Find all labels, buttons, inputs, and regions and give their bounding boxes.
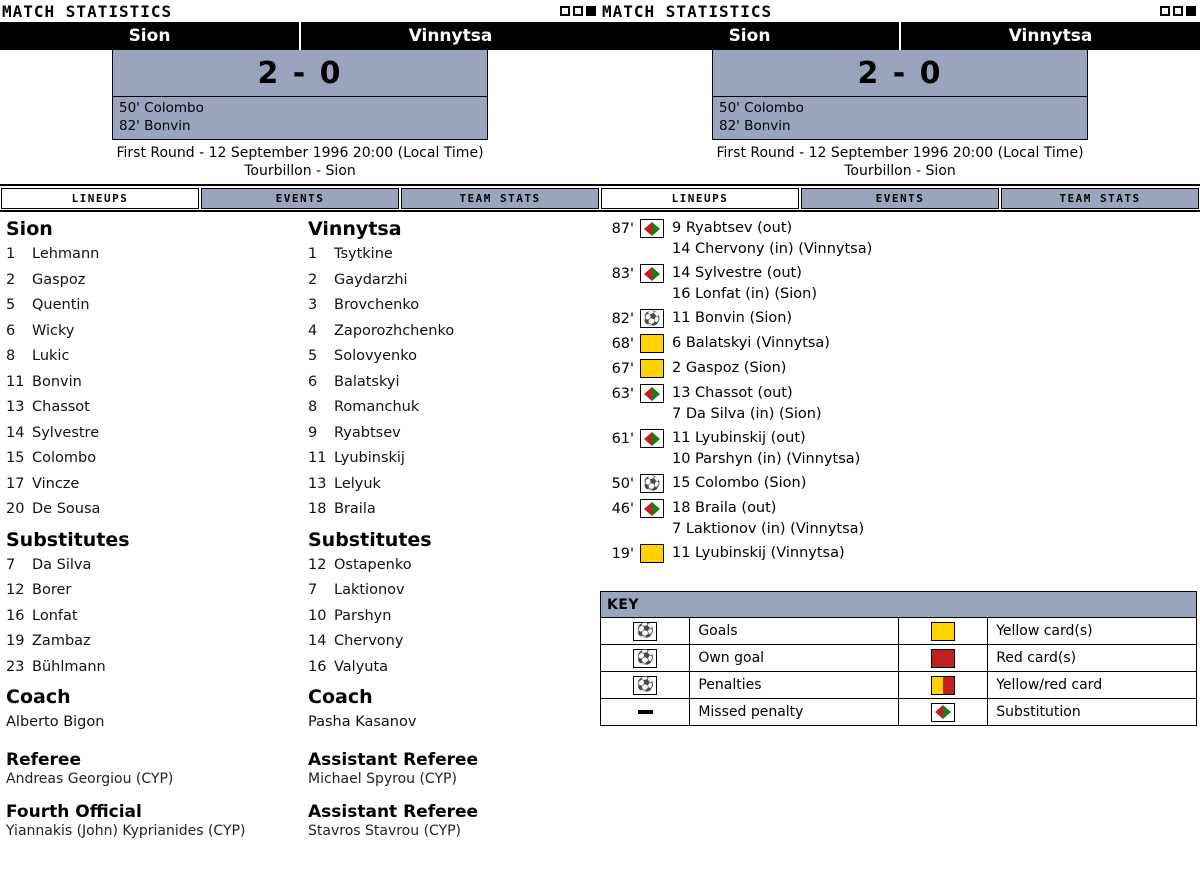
score-section-2 [600, 50, 1200, 140]
player-number: 5 [6, 297, 16, 313]
coach-row [6, 710, 300, 736]
player-number: 12 [308, 556, 327, 573]
player-number: 12 [6, 582, 25, 598]
player-number: 11 [308, 450, 327, 466]
scorer-item: 82' Bonvin [719, 118, 791, 134]
event-line-2: 16 Lonfat (in) (Sion) [672, 286, 817, 302]
event-line-1: 11 Lyubinskij (Vinnytsa) [672, 545, 845, 561]
event-text [666, 383, 822, 425]
event-minute: 19' [611, 546, 634, 562]
player-name: Gaydarzhi [334, 271, 408, 288]
player-number: 2 [6, 271, 16, 288]
event-row [606, 428, 1200, 470]
red-card-icon [898, 645, 987, 672]
official-role: Fourth Official [6, 801, 142, 822]
player-number: 7 [308, 582, 318, 598]
match-info [0, 140, 600, 186]
event-minute: 63' [611, 386, 634, 402]
event-text [666, 498, 864, 540]
player-row [308, 421, 600, 447]
lineup-away-title: Vinnytsa [308, 218, 402, 240]
event-row [606, 333, 1200, 355]
player-name: Romanchuk [334, 399, 420, 415]
event-line-1: 13 Chassot (out) [672, 385, 793, 401]
event-text [666, 263, 817, 305]
player-row [308, 344, 600, 370]
tab-lineups-2[interactable]: LINEUPS [601, 188, 799, 209]
home-team-name-2: Sion [600, 22, 901, 50]
player-name: Solovyenko [334, 348, 417, 364]
player-name: Brovchenko [334, 297, 420, 313]
player-number: 4 [308, 322, 318, 339]
match-info-2 [600, 140, 1200, 186]
player-number: 3 [308, 297, 318, 313]
player-name: Braila [334, 501, 376, 517]
window-controls-2[interactable] [1160, 6, 1196, 16]
own-goal-icon: ⚽ [601, 645, 690, 672]
event-minute: 82' [611, 311, 634, 327]
goal-icon: ⚽ [640, 474, 666, 494]
tab-team-stats-2[interactable]: TEAM STATS [1001, 188, 1199, 209]
official-referee [6, 750, 300, 788]
scorer-item: 50' Colombo [119, 100, 204, 116]
match-venue-line: Tourbillon - Sion [244, 163, 356, 179]
event-text [666, 543, 845, 564]
official-role: Referee [6, 749, 81, 770]
player-name: Ryabtsev [334, 424, 401, 441]
lineup-away-subs-title: Substitutes [308, 528, 432, 551]
score-box-2 [712, 50, 1088, 140]
player-name: Lukic [32, 348, 70, 364]
scorers-list-2 [713, 96, 1087, 139]
away-team-name-2: Vinnytsa [1008, 26, 1093, 46]
player-number: 1 [308, 246, 318, 262]
home-team-name: Sion [0, 22, 301, 50]
event-line-1: 15 Colombo (Sion) [672, 475, 807, 491]
event-row [606, 473, 1200, 495]
substitution-icon [898, 699, 987, 726]
key-legend [600, 591, 1200, 726]
player-row [308, 293, 600, 319]
player-name: Lehmann [32, 246, 100, 262]
substitution-icon [640, 499, 666, 519]
window-title-2: MATCH STATISTICS [602, 1, 773, 21]
minimize-icon[interactable] [1160, 6, 1170, 16]
player-row [6, 344, 300, 370]
minimize-icon[interactable] [560, 6, 570, 16]
player-number: 16 [6, 607, 25, 624]
event-text [666, 218, 872, 260]
tab-lineups[interactable]: LINEUPS [1, 188, 199, 209]
key-row [601, 645, 1197, 672]
key-title: KEY [601, 592, 1197, 618]
yellow-card-icon [640, 334, 666, 354]
lineups-section [0, 212, 600, 840]
sub-row [308, 553, 600, 579]
tab-team-stats[interactable]: TEAM STATS [401, 188, 599, 209]
player-number: 2 [308, 271, 318, 288]
sub-row [6, 553, 300, 579]
event-row [606, 543, 1200, 565]
player-name: Zambaz [32, 633, 91, 649]
player-row [6, 446, 300, 472]
player-name: Laktionov [334, 582, 405, 598]
event-minute: 87' [611, 221, 634, 237]
player-row [308, 497, 600, 523]
key-label: Red card(s) [988, 645, 1197, 672]
event-text [666, 333, 830, 354]
event-minute: 50' [611, 476, 634, 492]
event-line-1: 14 Sylvestre (out) [672, 265, 802, 281]
player-name: Chervony [334, 633, 404, 649]
player-row [6, 319, 300, 345]
key-label: Missed penalty [690, 699, 899, 726]
sub-row [6, 629, 300, 655]
tabbar-right[interactable] [600, 186, 1200, 209]
player-row [308, 242, 600, 268]
event-text [666, 473, 806, 494]
close-icon[interactable] [1186, 6, 1196, 16]
event-minute: 83' [611, 266, 634, 282]
player-name: Colombo [32, 450, 97, 466]
event-line-2: 7 Laktionov (in) (Vinnytsa) [672, 521, 865, 537]
yellow-red-card-icon [898, 672, 987, 699]
player-name: Bühlmann [32, 658, 106, 675]
official-name: Andreas Georgiou (CYP) [6, 770, 174, 787]
match-round-line-2: First Round - 12 September 1996 20:00 (Local Time) [716, 145, 1084, 161]
events-list [600, 212, 1200, 565]
goal-icon: ⚽ [640, 309, 666, 329]
player-name: Zaporozhchenko [334, 322, 455, 339]
team-header-2 [600, 22, 1200, 50]
score-section [0, 50, 600, 140]
player-number: 17 [6, 475, 25, 492]
event-line-2: 14 Chervony (in) (Vinnytsa) [672, 241, 873, 257]
lineup-away-coach-title: Coach [308, 686, 373, 708]
event-row [606, 358, 1200, 380]
sub-row [308, 604, 600, 630]
player-name: Bonvin [32, 373, 82, 390]
player-number: 8 [308, 399, 318, 415]
maximize-icon[interactable] [573, 6, 583, 16]
player-name: Wicky [32, 322, 75, 339]
sub-row [6, 604, 300, 630]
player-name: Balatskyi [334, 373, 400, 390]
player-number: 14 [308, 633, 327, 649]
scorer-item: 82' Bonvin [119, 118, 191, 134]
event-line-1: 11 Lyubinskij (out) [672, 430, 806, 446]
scorers-list [113, 96, 487, 139]
close-icon[interactable] [586, 6, 596, 16]
score-value: 2 - 0 [257, 55, 343, 91]
player-row [308, 395, 600, 421]
event-row [606, 263, 1200, 305]
key-label: Yellow card(s) [988, 618, 1197, 645]
player-number: 7 [6, 556, 16, 573]
event-line-2: 7 Da Silva (in) (Sion) [672, 406, 822, 422]
player-row [6, 370, 300, 396]
lineup-home-title: Sion [6, 218, 53, 240]
event-minute: 61' [611, 431, 634, 447]
player-row [308, 446, 600, 472]
goal-icon: ⚽ [601, 618, 690, 645]
player-number: 1 [6, 246, 16, 262]
lineup-column-away [300, 218, 600, 840]
window-controls[interactable] [560, 6, 596, 16]
event-minute: 46' [611, 501, 634, 517]
yellow-card-icon [640, 544, 666, 564]
player-number: 13 [308, 475, 327, 492]
player-row [308, 319, 600, 345]
event-line-1: 18 Braila (out) [672, 500, 777, 516]
player-name: Lelyuk [334, 475, 381, 492]
tab-events[interactable]: EVENTS [201, 188, 399, 209]
player-row [6, 497, 300, 523]
player-row [6, 421, 300, 447]
player-number: 20 [6, 501, 25, 517]
maximize-icon[interactable] [1173, 6, 1183, 16]
player-name: Vincze [32, 475, 80, 492]
official-name: Stavros Stavrou (CYP) [308, 822, 462, 839]
player-row [308, 472, 600, 498]
event-minute: 67' [611, 361, 634, 377]
substitution-icon [640, 384, 666, 404]
key-label: Own goal [690, 645, 899, 672]
key-row [601, 618, 1197, 645]
lineup-home-subs-title: Substitutes [6, 528, 130, 551]
player-row [308, 370, 600, 396]
event-line-1: 2 Gaspoz (Sion) [672, 360, 787, 376]
event-line-1: 6 Balatskyi (Vinnytsa) [672, 335, 830, 351]
yellow-card-icon [640, 359, 666, 379]
substitution-icon [640, 219, 666, 239]
player-number: 11 [6, 373, 25, 390]
player-row [6, 472, 300, 498]
player-row [308, 268, 600, 294]
event-row [606, 218, 1200, 260]
official-role: Assistant Referee [308, 749, 479, 770]
key-label: Yellow/red card [988, 672, 1197, 699]
player-number: 15 [6, 450, 25, 466]
event-text [666, 308, 792, 329]
event-row [606, 498, 1200, 540]
player-name: Valyuta [334, 658, 389, 675]
coach-name: Alberto Bigon [6, 714, 105, 730]
player-name: De Sousa [32, 501, 101, 517]
player-name: Lonfat [32, 607, 78, 624]
sub-row [6, 655, 300, 681]
player-number: 13 [6, 399, 25, 415]
player-row [6, 395, 300, 421]
player-number: 10 [308, 607, 327, 624]
away-team-name: Vinnytsa [408, 26, 493, 46]
window-titlebar [0, 0, 600, 22]
window-titlebar-2 [600, 0, 1200, 22]
score-box [112, 50, 488, 140]
player-number: 8 [6, 348, 16, 364]
event-row [606, 383, 1200, 425]
team-header [0, 22, 600, 50]
official-name: Michael Spyrou (CYP) [308, 770, 457, 787]
official-role: Assistant Referee [308, 801, 479, 822]
player-name: Borer [32, 582, 72, 598]
player-name: Tsytkine [334, 246, 393, 262]
player-number: 5 [308, 348, 318, 364]
player-number: 19 [6, 633, 25, 649]
coach-row [308, 710, 600, 736]
key-row [601, 672, 1197, 699]
player-row [6, 268, 300, 294]
key-label: Penalties [690, 672, 899, 699]
event-line-2: 10 Parshyn (in) (Vinnytsa) [672, 451, 861, 467]
player-name: Lyubinskij [334, 450, 405, 466]
panel-events [600, 0, 1200, 886]
event-minute: 68' [611, 336, 634, 352]
key-label: Goals [690, 618, 899, 645]
player-name: Quentin [32, 297, 90, 313]
player-name: Sylvestre [32, 424, 100, 441]
player-number: 6 [308, 373, 318, 390]
coach-name: Pasha Kasanov [308, 714, 417, 730]
sub-row [308, 629, 600, 655]
event-line-1: 9 Ryabtsev (out) [672, 220, 793, 236]
substitution-icon [640, 264, 666, 284]
player-number: 18 [308, 501, 327, 517]
player-number: 16 [308, 658, 327, 675]
substitution-icon [640, 429, 666, 449]
player-name: Da Silva [32, 556, 92, 573]
event-text [666, 428, 860, 470]
key-row [601, 699, 1197, 726]
event-text [666, 358, 786, 379]
official-name: Yiannakis (John) Kyprianides (CYP) [6, 822, 246, 839]
key-label: Substitution [988, 699, 1197, 726]
player-number: 6 [6, 322, 16, 339]
player-number: 23 [6, 658, 25, 675]
event-row [606, 308, 1200, 330]
player-row [6, 242, 300, 268]
window-title: MATCH STATISTICS [2, 1, 173, 21]
official-fourth [6, 802, 300, 840]
tab-events-2[interactable]: EVENTS [801, 188, 999, 209]
official-assistant-1 [308, 750, 600, 788]
player-row [6, 293, 300, 319]
match-round-line: First Round - 12 September 1996 20:00 (Local Time) [116, 145, 484, 161]
missed-penalty-icon [601, 699, 690, 726]
scorer-item: 50' Colombo [719, 100, 804, 116]
lineup-column-home [0, 218, 300, 840]
player-name: Gaspoz [32, 271, 86, 288]
yellow-card-icon [898, 618, 987, 645]
lineup-home-coach-title: Coach [6, 686, 71, 708]
tabbar-left[interactable] [0, 186, 600, 209]
player-number: 14 [6, 424, 25, 441]
player-number: 9 [308, 424, 318, 441]
sub-row [308, 578, 600, 604]
event-line-1: 11 Bonvin (Sion) [672, 310, 793, 326]
official-assistant-2 [308, 802, 600, 840]
player-name: Chassot [32, 399, 90, 415]
score-value-2: 2 - 0 [857, 55, 943, 91]
sub-row [308, 655, 600, 681]
player-name: Ostapenko [334, 556, 412, 573]
match-venue-line-2: Tourbillon - Sion [844, 163, 956, 179]
sub-row [6, 578, 300, 604]
player-name: Parshyn [334, 607, 392, 624]
penalty-icon: ⚽ [601, 672, 690, 699]
